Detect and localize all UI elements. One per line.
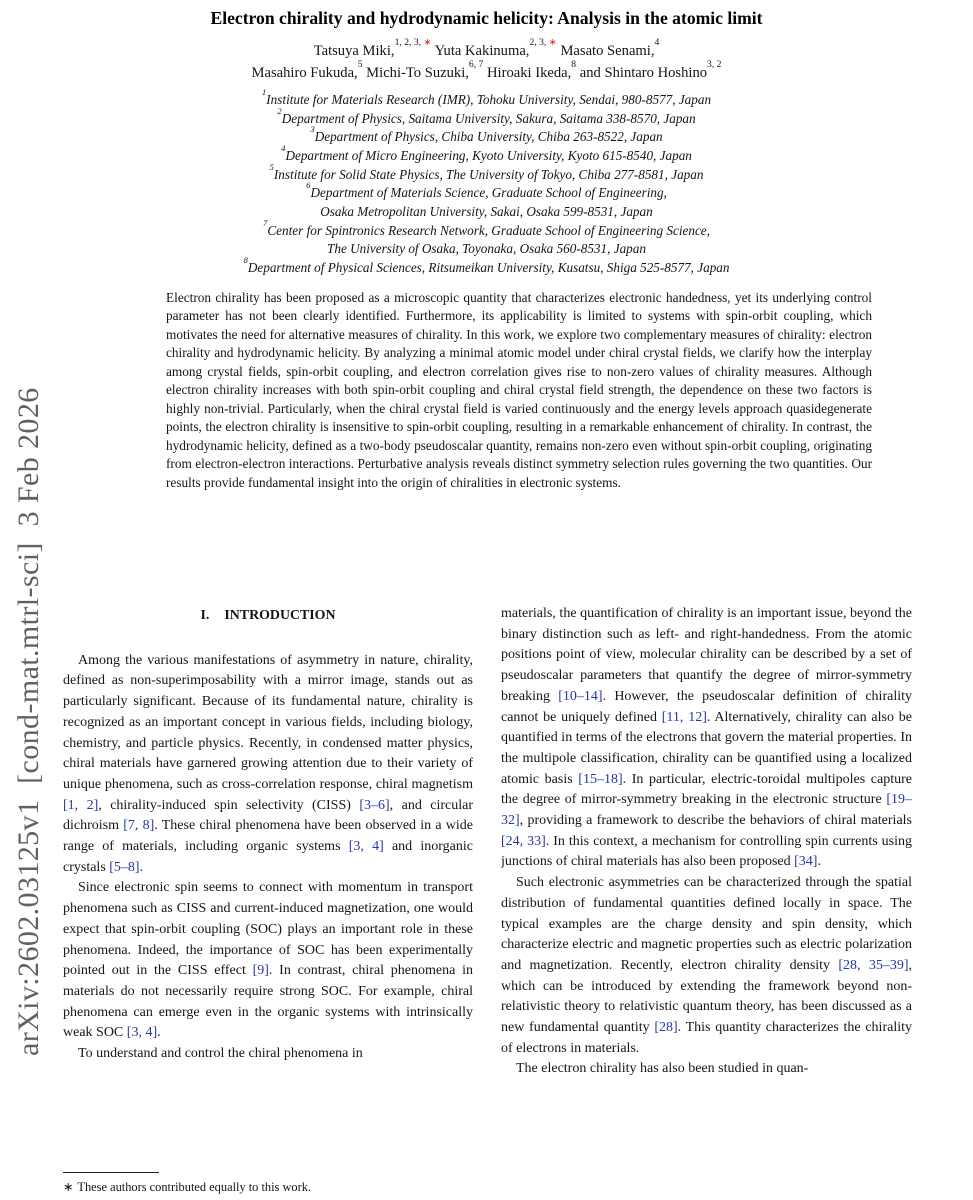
section-title: INTRODUCTION (224, 608, 336, 623)
affiliation-text: Department of Physical Sciences, Ritsumeikan University, Kusatsu, Shiga 525-8577, Japan (247, 259, 730, 275)
paper-title: Electron chirality and hydrodynamic helicity: Analysis in the atomic limit (210, 8, 763, 28)
affiliation-line (60, 217, 913, 241)
citation-link[interactable]: [24, 33] (501, 833, 546, 849)
affiliation-text: Center for Spintronics Research Network, Graduate School of Engineering Science, (267, 222, 710, 238)
affiliation-superscript: 2, 3, (529, 37, 549, 49)
text-run: . In this context, a mechanism for controlling spin currents using junctions of chiral materials has also been proposed (501, 833, 912, 870)
citation-link[interactable]: [9] (252, 963, 269, 979)
text-run: . This quantity characterizes the chirality of electrons in materials. (501, 1020, 912, 1056)
affiliation-text: Department of Physics, Chiba University, Chiba 263-8522, Japan (314, 129, 663, 145)
text-run: , chirality-induced spin selectivity (CISS) (98, 797, 360, 813)
author-name: and Shintaro Hoshino (576, 64, 708, 81)
author-name: Yuta Kakinuma, (431, 43, 530, 59)
left-column-paragraphs (63, 651, 473, 1065)
affiliation-number: 7 (263, 217, 268, 228)
footnote-marker: ∗ (63, 1180, 74, 1194)
affiliation-text: Institute for Solid State Physics, The University of Tokyo, Chiba 277-8581, Japan (273, 166, 704, 182)
affiliation-text: Department of Materials Science, Graduate School of Engineering, (310, 185, 667, 201)
text-run: . In particular, electric-toroidal multipoles capture the degree of mirror-symmetry breaking in the electronic structure (501, 771, 912, 808)
right-column (501, 604, 912, 1200)
affiliation-text: The University of Osaka, Toyonaka, Osaka 560-8531, Japan (327, 241, 646, 257)
footnote (63, 1180, 473, 1195)
section-heading (63, 606, 473, 627)
affiliation-line (60, 124, 913, 147)
text-run: and inorganic crystals (63, 839, 473, 875)
text-run: , and circular dichroism (63, 797, 473, 834)
citation-link[interactable]: [5–8] (109, 859, 140, 875)
paragraph (63, 1044, 473, 1065)
citation-link[interactable]: [28, 35–39] (838, 957, 909, 973)
affiliation-line (60, 254, 913, 278)
text-run: Among the various manifestations of asymmetry in nature, chirality, defined as non-superimposability with a mirror image, stands out as particularly significant. Because of its fundamental nature, chirality is recognized as an important concept in various fields, including biology, chemistry, and particle physics. Recently, in condensed matter physics, chiral materials have garnered growing attention due to their variety of unique phenomena, such as cross-correlation response, chiral magnetism (63, 652, 473, 792)
author-lines (60, 37, 913, 84)
citation-link[interactable]: [10–14] (558, 688, 603, 704)
author-name: Masahiro Fukuda, (251, 64, 358, 81)
footnote-text: These authors contributed equally to this work. (77, 1180, 312, 1194)
paragraph (501, 873, 912, 1059)
author-line (60, 37, 913, 63)
affiliation-number: 8 (243, 254, 248, 265)
affiliation-text: Osaka Metropolitan University, Sakai, Osaka 599-8531, Japan (320, 203, 653, 219)
affiliation-line (60, 203, 913, 222)
citation-link[interactable]: [15–18] (578, 771, 623, 787)
affiliation-number: 3 (310, 124, 315, 135)
section-number: I. (200, 608, 210, 623)
abstract: Electron chirality has been proposed as a microscopic quantity that characterizes electronic handedness, yet its underlying control parameter has not been clearly identified. Furthermore, its applicability is limited to systems with spin-orbit coupling, which motivates the need for alternative measures of chirality. In this work, we explore two complementary measures of chirality: electron chirality and hydrodynamic helicity. By analyzing a minimal atomic model under chiral crystal fields, we clarify how the interplay among crystal fields, spin-orbit coupling, and electron correlation gives rise to non-zero values of chirality measures. Although electron chirality increases with both spin-orbit coupling and chiral crystal field strength, the dependence on these two factors is highly non-trivial. Particularly, when the chiral crystal field is varied continuously and the energy levels approach quasidegenerate points, the electron chirality is insensitive to spin-orbit coupling, resulting in a remarkable enhancement of chirality. In contrast, the hydrodynamic helicity, defined as a two-body pseudoscalar quantity, remains non-zero even without spin-orbit coupling, originating from electron-electron interactions. Perturbative analysis reveals distinct symmetry selection rules governing the two quantities. Our results provide fundamental insight into the origin of chiralities in electronic systems. (166, 290, 872, 490)
affiliation-superscript: 3, 2 (707, 58, 722, 70)
author-name: Hiroaki Ikeda, (483, 64, 572, 81)
affiliation-superscript: 6, 7 (468, 58, 484, 70)
text-run: . (817, 854, 821, 870)
affiliation-text: Department of Micro Engineering, Kyoto University, Kyoto 615-8540, Japan (285, 147, 692, 163)
affiliation-number: 6 (306, 180, 311, 191)
citation-link[interactable]: [3, 4] (348, 839, 384, 855)
text-run: . (139, 859, 144, 875)
paper-header (60, 8, 913, 278)
affiliation-superscript: 5 (357, 58, 363, 70)
author-name: Tatsuya Miki, (313, 43, 395, 59)
right-column-paragraphs (501, 604, 912, 1080)
paragraph (63, 651, 473, 879)
author-name: Masato Senami, (556, 43, 655, 59)
citation-link[interactable]: [34] (794, 854, 818, 870)
affiliation-line (60, 86, 913, 110)
footnote-rule (63, 1172, 159, 1173)
affiliation-line (60, 161, 913, 185)
footnote-area (63, 1172, 473, 1195)
affiliations (60, 86, 913, 278)
affiliation-superscript: 1, 2, 3, (394, 37, 424, 49)
affiliation-line (60, 180, 913, 203)
equal-contrib-star-link[interactable]: ∗ (423, 37, 432, 49)
text-run: , providing a framework to describe the behaviors of chiral materials (519, 813, 912, 829)
author-line (60, 58, 913, 85)
citation-link[interactable]: [11, 12] (661, 709, 707, 725)
affiliation-number: 2 (277, 105, 282, 116)
citation-link[interactable]: [3–6] (359, 797, 390, 813)
text-run: Since electronic spin seems to connect with momentum in transport phenomena such as CISS and current-induced magnetization, one would expect that spin-orbit coupling (SOC) plays an important role in these phenomena. Indeed, the importance of SOC has been experimentally pointed out in the CISS effect (63, 880, 473, 979)
affiliation-number: 1 (261, 86, 267, 97)
affiliation-superscript: 8 (571, 58, 577, 70)
paragraph (501, 1059, 912, 1080)
paragraph (501, 604, 912, 873)
text-run: . (157, 1025, 161, 1041)
citation-link[interactable]: [28] (654, 1020, 678, 1036)
left-column (63, 604, 473, 1170)
affiliation-line (60, 142, 913, 166)
affiliation-line (60, 105, 913, 129)
citation-link[interactable]: [1, 2] (63, 797, 99, 813)
text-run: The electron chirality has also been studied in quan- (516, 1061, 809, 1077)
equal-contrib-star-link[interactable]: ∗ (548, 37, 557, 49)
arxiv-watermark[interactable]: arXiv:2602.03125v1 [cond-mat.mtrl-sci] 3 Feb 2026 (12, 387, 45, 1056)
text-run: To understand and control the chiral phenomena in (78, 1046, 363, 1062)
affiliation-line (60, 240, 913, 259)
citation-link[interactable]: [3, 4] (126, 1025, 158, 1041)
affiliation-text: Department of Physics, Saitama University, Sakura, Saitama 338-8570, Japan (281, 110, 696, 126)
text-run: . These chiral phenomena have been observed in a wide range of materials, including organic systems (63, 818, 473, 855)
citation-link[interactable]: [19–32] (501, 792, 912, 829)
author-name: Michi-To Suzuki, (362, 64, 469, 81)
affiliation-superscript: 4 (654, 37, 660, 49)
citation-link[interactable]: [7, 8] (123, 818, 155, 834)
text-run: . In contrast, chiral phenomena in materials do not necessarily require strong SOC. For example, chiral phenomena can emerge even in the organic systems with intrinsically weak SOC (63, 963, 473, 1041)
paragraph (63, 878, 473, 1044)
text-run: materials, the quantification of chirality is an important issue, beyond the binary distinction such as left- and right-handedness. From the atomic positions point of view, molecular chirality can be described by a set of pseudoscalar parameters that quantify the degree of mirror-symmetry breaking (501, 606, 912, 704)
text-run: Such electronic asymmetries can be characterized through the spatial distribution of fundamental quantities defined locally in space. The typical examples are the charge density and spin density, which characterize electric and magnetic properties such as electric polarization and magnetization. Recently, electron chirality density (501, 875, 912, 973)
affiliation-number: 5 (269, 161, 274, 172)
affiliation-text: Institute for Materials Research (IMR), Tohoku University, Sendai, 980-8577, Japan (266, 92, 712, 107)
affiliation-number: 4 (281, 142, 286, 153)
text-run: . However, the pseudoscalar definition of chirality cannot be uniquely defined (501, 688, 912, 725)
text-run: . Alternatively, chirality can also be quantified in terms of the electrons that govern the material properties. In the multipole classification, chirality can be quantified using a localized atomic basis (501, 709, 912, 787)
text-run: , which can be introduced by extending the framework beyond non-relativistic theory to relativistic quantum theory, has been discussed as a new fundamental quantity (501, 957, 912, 1036)
